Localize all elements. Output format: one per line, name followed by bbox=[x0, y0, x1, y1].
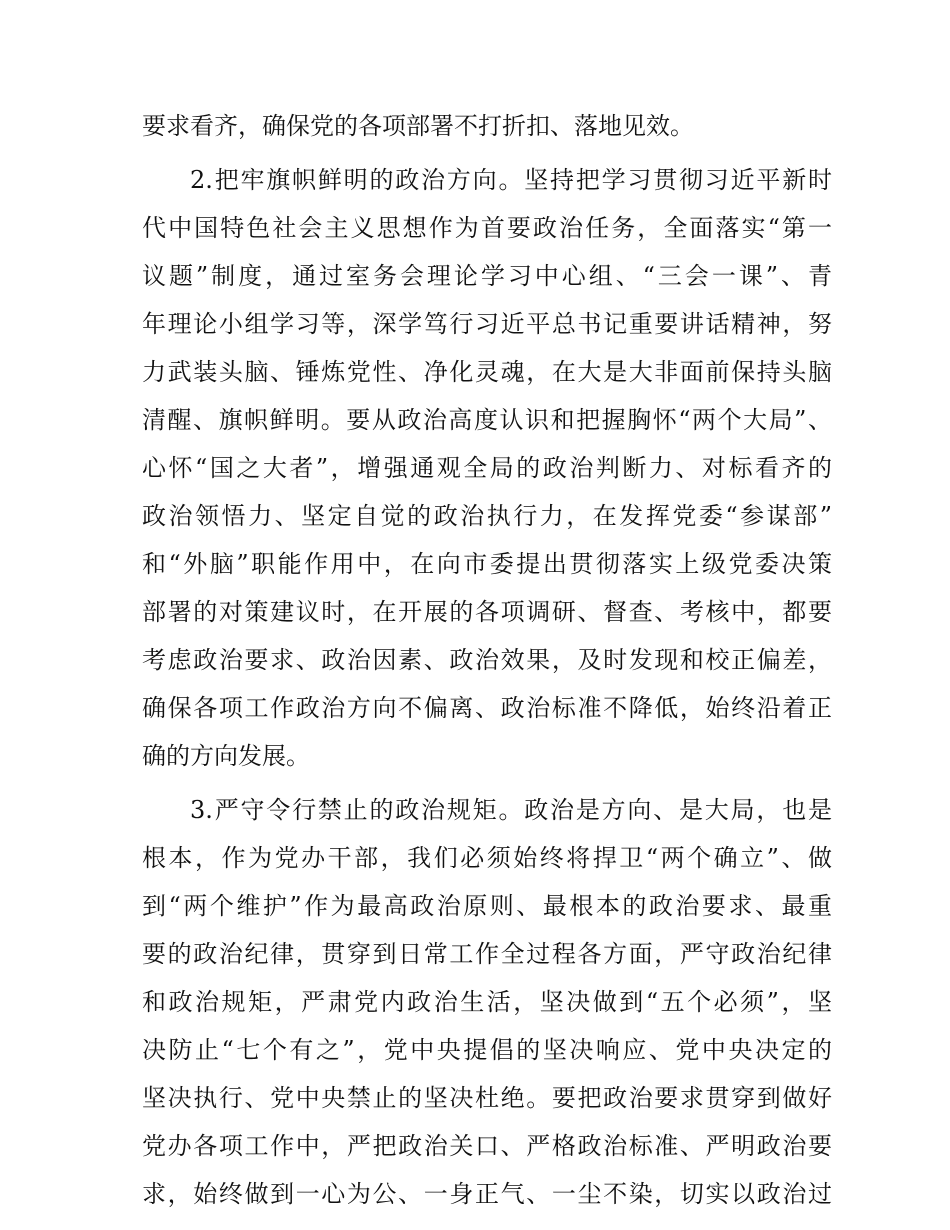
paragraph-2-heading-line: 2.把牢旗帜鲜明的政治方向。坚持把学习贯彻习近平新时 bbox=[190, 166, 832, 194]
text-line: 代中国特色社会主义思想作为首要政治任务，全面落实“第一 bbox=[142, 214, 832, 242]
text-line: 考虑政治要求、政治因素、政治效果，及时发现和校正偏差， bbox=[142, 646, 832, 674]
text-line: 和“外脑”职能作用中，在向市委提出贯彻落实上级党委决策 bbox=[142, 550, 832, 578]
text-line: 政治领悟力、坚定自觉的政治执行力，在发挥党委“参谋部” bbox=[142, 502, 832, 530]
text-line: 根本，作为党办干部，我们必须始终将捍卫“两个确立”、做 bbox=[142, 844, 832, 872]
text-line: 坚决执行、党中央禁止的坚决杜绝。要把政治要求贯穿到做好 bbox=[142, 1084, 832, 1112]
text-line: 年理论小组学习等，深学笃行习近平总书记重要讲话精神，努 bbox=[142, 310, 832, 338]
paragraph-3-heading-line: 3.严守令行禁止的政治规矩。政治是方向、是大局，也是 bbox=[190, 796, 832, 824]
text-line: 心怀“国之大者”，增强通观全局的政治判断力、对标看齐的 bbox=[142, 454, 832, 482]
text-line: 力武装头脑、锤炼党性、净化灵魂，在大是大非面前保持头脑 bbox=[142, 358, 832, 386]
text-line: 到“两个维护”作为最高政治原则、最根本的政治要求、最重 bbox=[142, 892, 832, 920]
text-line: 要求看齐，确保党的各项部署不打折扣、落地见效。 bbox=[142, 112, 694, 140]
text-line: 清醒、旗帜鲜明。要从政治高度认识和把握胸怀“两个大局”、 bbox=[142, 406, 832, 434]
text-line: 确保各项工作政治方向不偏离、政治标准不降低，始终沿着正 bbox=[142, 694, 832, 722]
text-line: 党办各项工作中，严把政治关口、严格政治标准、严明政治要 bbox=[142, 1132, 832, 1160]
text-line: 议题”制度，通过室务会理论学习中心组、“三会一课”、青 bbox=[142, 262, 832, 290]
text-line: 求，始终做到一心为公、一身正气、一尘不染，切实以政治过 bbox=[142, 1180, 832, 1208]
text-line: 要的政治纪律，贯穿到日常工作全过程各方面，严守政治纪律 bbox=[142, 940, 832, 968]
text-line: 确的方向发展。 bbox=[142, 742, 310, 770]
text-line: 和政治规矩，严肃党内政治生活，坚决做到“五个必须”，坚 bbox=[142, 988, 832, 1016]
text-line: 部署的对策建议时，在开展的各项调研、督查、考核中，都要 bbox=[142, 598, 832, 626]
text-line: 决防止“七个有之”，党中央提倡的坚决响应、党中央决定的 bbox=[142, 1036, 832, 1064]
